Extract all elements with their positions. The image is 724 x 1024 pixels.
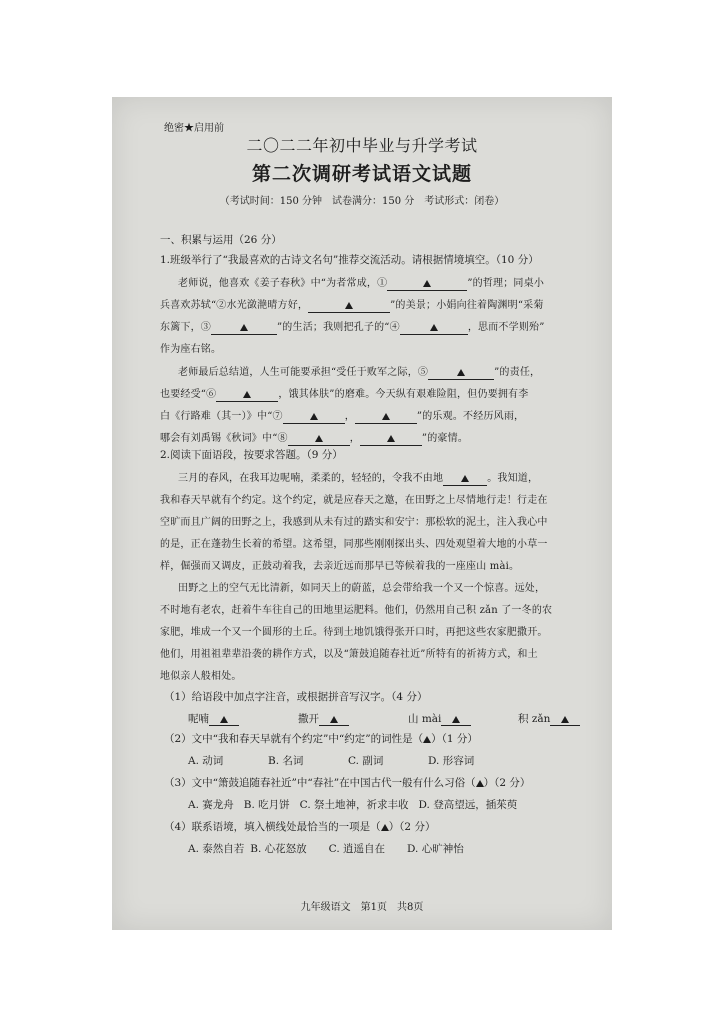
option-b[interactable]: B. 名词 <box>268 755 304 767</box>
passage-line-4: 的是，正在蓬勃生长着的希望。这希望，同那些刚刚探出头、四处观望着大地的小草一 <box>160 539 548 550</box>
answer-blank-5[interactable] <box>428 367 494 380</box>
answer-blank-7a[interactable] <box>283 411 345 424</box>
exam-title: 二〇二二年初中毕业与升学考试 <box>246 136 478 155</box>
triangle-icon <box>423 736 431 743</box>
q1-line-6: 也要经受“⑥ ，饿其体肤”的磨难。今天纵有艰难险阻，但仍要拥有李 <box>160 389 529 400</box>
sub-question-3: （3）文中“箫鼓追随春社近”中“春社”在中国古代一般有什么习俗（ ）（2 分） <box>164 777 531 789</box>
triangle-icon <box>381 824 389 831</box>
question-2-stem: 2.阅读下面语段，按要求答题。（9 分） <box>160 449 343 461</box>
q1-line-7: 白《行路难（其一）》中“⑦ ， ”的乐观。不经历风雨， <box>160 411 525 422</box>
passage-line-10: 地似亲人般相处。 <box>160 671 242 682</box>
sub1-blank-4[interactable] <box>550 713 580 726</box>
passage-blank[interactable] <box>443 473 487 486</box>
q1-line-5: 老师最后总结道，人生可能要承担“受任于败军之际，⑤ ”的责任， <box>178 367 541 378</box>
q1-line-3: 东篱下，③ ”的生活；我则把孔子的“④ ，思而不学则殆” <box>160 322 545 333</box>
sub1-blank-1[interactable] <box>209 713 239 726</box>
passage-line-8: 家肥，堆成一个又一个圆形的土丘。待到土地饥饿得张开口时，再把这些农家肥撒开。 <box>160 627 548 638</box>
answer-blank-3[interactable] <box>211 322 277 335</box>
sub1-blank-3[interactable] <box>441 713 471 726</box>
option-b[interactable]: B. 心花怒放 <box>250 843 307 855</box>
passage-line-1: 三月的春风，在我耳边呢喃，柔柔的，轻轻的，令我不由地 。我知道， <box>178 473 539 484</box>
secret-label: 绝密★启用前 <box>164 123 224 134</box>
triangle-icon <box>310 413 318 420</box>
passage-line-2: 我和春天早就有个约定。这个约定，就是应春天之邀，在田野之上尽情地行走！行走在 <box>160 495 548 506</box>
triangle-icon <box>382 413 390 420</box>
section-heading: 一、积累与运用（26 分） <box>160 234 282 246</box>
triangle-icon <box>345 302 353 309</box>
exam-sheet <box>112 97 612 930</box>
sub1-blank-2[interactable] <box>319 713 349 726</box>
option-c[interactable]: C. 副词 <box>348 755 384 767</box>
option-d[interactable]: D. 登高望远，插茱萸 <box>418 799 518 811</box>
option-d[interactable]: D. 形容词 <box>428 755 475 767</box>
answer-blank-7b[interactable] <box>355 411 417 424</box>
exam-meta: （考试时间：150 分钟 试卷满分：150 分 考试形式：闭卷） <box>219 196 505 207</box>
triangle-icon <box>561 716 569 723</box>
answer-blank-8b[interactable] <box>360 433 422 446</box>
answer-blank-2[interactable] <box>308 300 390 313</box>
option-a[interactable]: A. 赛龙舟 <box>188 799 234 811</box>
sub2-options <box>188 753 508 768</box>
passage-line-5: 样，倔强而又调皮，正鼓动着我，去亲近远而那早已等候着我的一座座山 mài。 <box>160 561 520 572</box>
answer-blank-4[interactable] <box>400 322 468 335</box>
sub4-options <box>188 841 464 856</box>
option-b[interactable]: B. 吃月饼 <box>243 799 290 811</box>
passage-line-9: 他们，用祖祖辈辈沿袭的耕作方式，以及“箫鼓追随春社近”所特有的祈祷方式，和土 <box>160 649 538 660</box>
passage-line-6: 田野之上的空气无比清新，如同天上的蔚蓝，总会带给我一个又一个惊喜。远处， <box>178 583 546 594</box>
sub-question-2: （2）文中“我和春天早就有个约定”中“约定”的词性是（ ）（1 分） <box>164 733 478 745</box>
option-a[interactable]: A. 泰然自若 <box>188 843 245 855</box>
sub3-options <box>188 797 517 812</box>
q1-line-1: 老师说，他喜欢《姜子春秋》中“为者常成，① ”的哲理；同桌小 <box>178 278 545 289</box>
sub-question-1: （1）给语段中加点字注音，或根据拼音写汉字。（4 分） <box>164 691 428 703</box>
answer-blank-6[interactable] <box>216 389 278 402</box>
answer-blank-1[interactable] <box>387 278 467 291</box>
exam-subtitle: 第二次调研考试语文试题 <box>251 163 472 185</box>
option-c[interactable]: C. 祭土地神，祈求丰收 <box>299 799 409 811</box>
passage-line-7: 不时地有老农，赶着牛车往自己的田地里运肥料。他们，仍然用自己积 zǎn 了一冬的农 <box>160 605 553 616</box>
answer-blank-8a[interactable] <box>288 433 350 446</box>
triangle-icon <box>430 324 438 331</box>
triangle-icon <box>220 716 228 723</box>
option-a[interactable]: A. 动词 <box>188 755 224 767</box>
triangle-icon <box>461 475 469 482</box>
triangle-icon <box>240 324 248 331</box>
sub-question-4: （4）联系语境，填入横线处最恰当的一项是（ ）（2 分） <box>164 821 436 833</box>
triangle-icon <box>452 716 460 723</box>
triangle-icon <box>315 435 323 442</box>
triangle-icon <box>476 780 484 787</box>
q1-line-4: 作为座右铭。 <box>160 344 222 355</box>
triangle-icon <box>387 435 395 442</box>
page-footer: 九年级语文 第1页 共8页 <box>300 902 424 913</box>
q1-line-2: 兵喜欢苏轼“②水光潋滟晴方好， ”的美景；小娟向往着陶渊明“采菊 <box>160 300 544 311</box>
question-1-stem: 1.班级举行了“我最喜欢的古诗文名句”推荐交流活动。请根据情境填空。（10 分） <box>160 254 539 266</box>
triangle-icon <box>330 716 338 723</box>
triangle-icon <box>243 391 251 398</box>
option-d[interactable]: D. 心旷神怡 <box>407 843 464 855</box>
triangle-icon <box>423 280 431 287</box>
q1-line-8: 哪会有刘禹锡《秋词》中“⑧ ， ”的豪情。 <box>160 433 469 444</box>
triangle-icon <box>457 369 465 376</box>
sub1-items-row: 呢喃 撒开 山 mài 积 zǎn <box>188 711 580 726</box>
option-c[interactable]: C. 逍遥自在 <box>328 843 386 855</box>
passage-line-3: 空旷而且广阔的田野之上，我感到从未有过的踏实和安宁：那松软的泥土，注入我心中 <box>160 517 548 528</box>
